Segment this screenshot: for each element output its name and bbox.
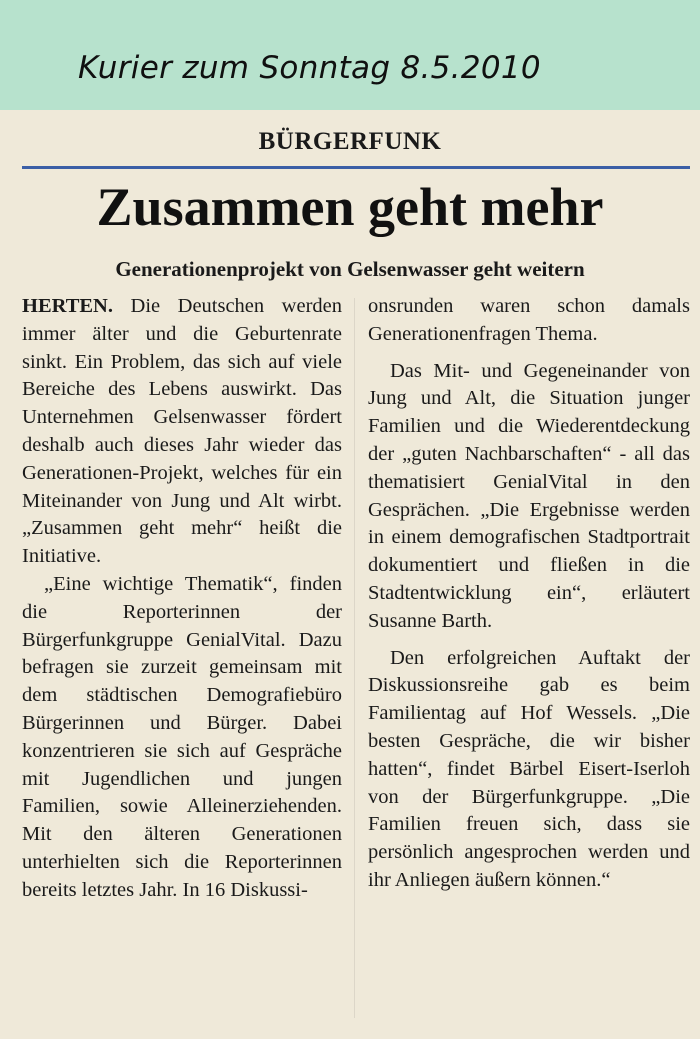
section-label: BÜRGERFUNK	[258, 128, 442, 155]
paragraph-1	[22, 293, 342, 571]
dateline: HERTEN.	[22, 295, 113, 317]
paragraph-2: „Eine wichtige Thematik“, finden die Reporterinnen der Bürgerfunkgruppe GenialVital. Dazu befragen sie zurzeit gemeinsam mit dem städtischen Demografiebüro Bürgerinnen und Bürger. Dabei konzentrieren sie sich auf Gespräche mit Jugendlichen und jungen Familien, sowie Alleinerziehenden. Mit den älteren Generationen unterhielten sich die Reporterinnen bereits letztes Jahr. In 16 Diskussi-	[22, 572, 342, 901]
section-rule	[22, 166, 690, 169]
paragraph-3: onsrunden waren schon damals Generationenfragen Thema.	[368, 295, 690, 345]
column-gutter	[354, 298, 355, 1018]
source-banner	[0, 0, 700, 110]
paragraph-5: Den erfolgreichen Auftakt der Diskussionsreihe gab es beim Familientag auf Hof Wessels. „Die besten Gespräche, die wir bisher hatten“, findet Bärbel Eisert-Iserloh von der Bürgerfunkgruppe. „Die Familien freuen sich, dass sie persönlich angesprochen werden und ihr Anliegen äußern können.“	[368, 646, 690, 891]
article-column-left	[22, 293, 342, 1028]
headline: Zusammen geht mehr	[96, 177, 604, 237]
paragraph-1-text: Die Deutschen werden immer älter und die Geburtenrate sinkt. Ein Problem, das sich auf viele Bereiche des Lebens auswirkt. Das Unternehmen Gelsenwasser fördert deshalb auch dieses Jahr wieder das Generationen-Projekt, welches für ein Miteinander von Jung und Alt wirbt. „Zusammen geht mehr“ heißt die Initiative.	[22, 295, 343, 568]
article-column-right	[368, 293, 690, 1028]
subheadline: Generationenprojekt von Gelsenwasser geht weitern	[115, 257, 585, 281]
paragraph-4: Das Mit- und Gegeneinander von Jung und Alt, die Situation junger Familien und die Wiederentdeckung der „guten Nachbarschaften“ - all das thematisiert GenialVital in den Gesprächen. „Die Ergebnisse werden in einem demografischen Stadtportrait dokumentiert und fließen in die Stadtentwicklung ein“, erläutert Susanne Barth.	[368, 359, 690, 632]
source-caption: Kurier zum Sonntag 8.5.2010	[78, 50, 541, 86]
newspaper-clipping	[0, 110, 700, 1039]
